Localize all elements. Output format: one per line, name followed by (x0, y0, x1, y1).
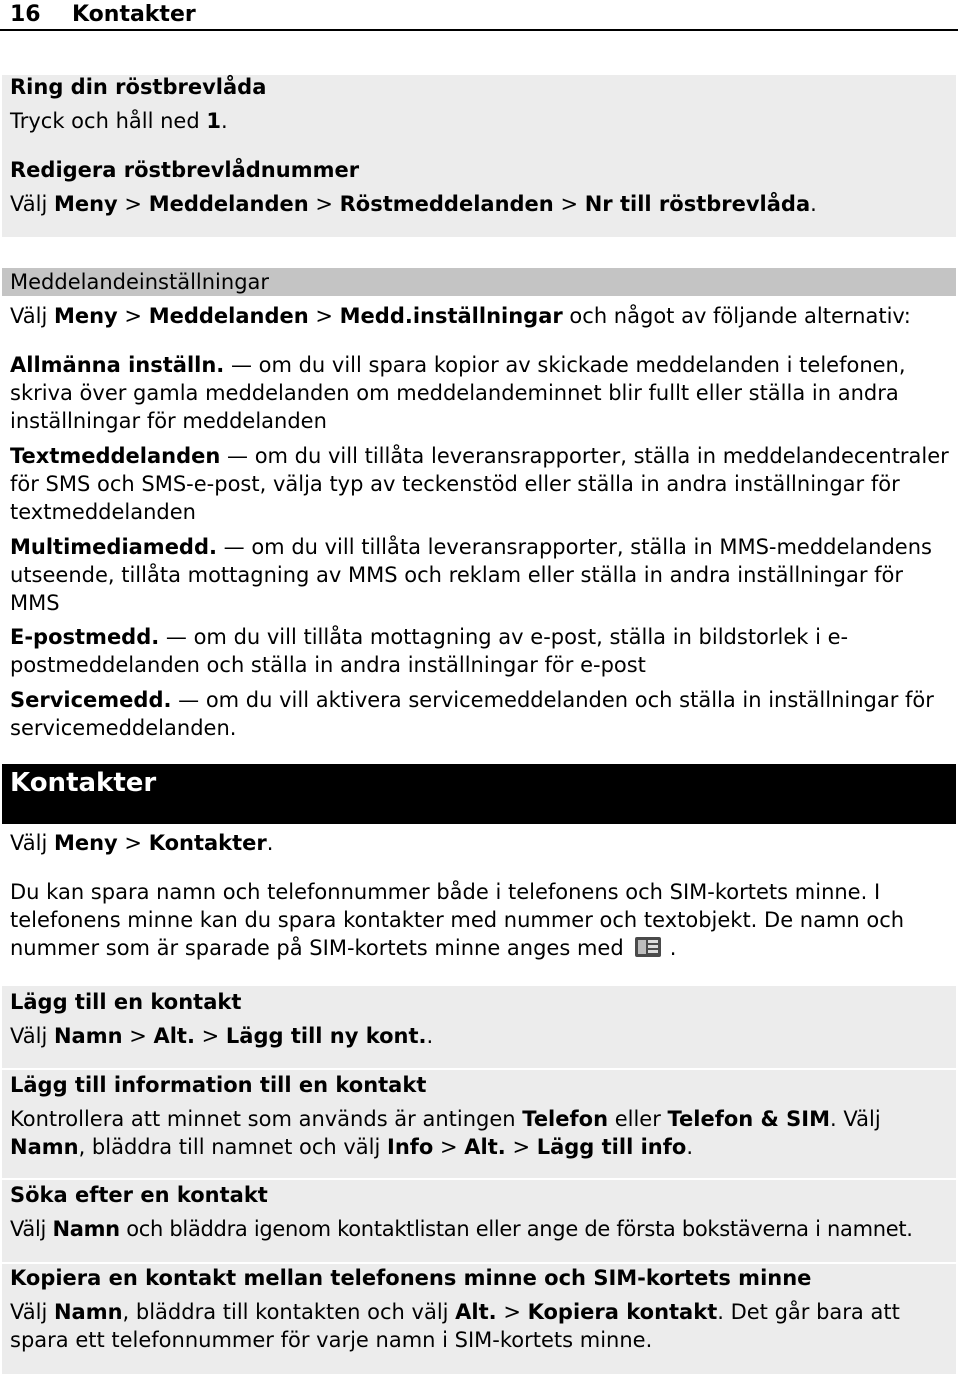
option-general: Allmänna inställn. — om du vill spara kopior av skickade meddelanden i telefonen, skriva över gamla meddelanden om meddelandeminnet blir fullt eller ställa in andra inställningar för meddelanden (10, 353, 906, 433)
option-email: E-postmedd. — om du vill tillåta mottagning av e-post, ställa in bildstorlek i e-postmeddelanden och ställa in andra inställningar för e-post (10, 625, 849, 677)
page-header-title: Kontakter (72, 2, 196, 27)
search-contact-text: Välj Namn och bläddra igenom kontaktlistan eller ange de första bokstäverna i namnet. (10, 1217, 913, 1241)
contacts-intro: Du kan spara namn och telefonnummer både i telefonens och SIM-kortets minne. I telefonens minne kan du spara kontakter med nummer och textobjekt. De namn och nummer som är sparade på SIM-kortets minne anges med . (10, 880, 905, 960)
message-settings-path: Välj Meny > Meddelanden > Medd.inställningar och något av följande alternativ: (10, 304, 911, 328)
add-info-text: Kontrollera att minnet som används är antingen Telefon eller Telefon & SIM. Välj Namn, bläddra till namnet och välj Info > Alt. > Lägg till info. (10, 1107, 881, 1159)
call-voicemail-instruction: Tryck och håll ned 1. (10, 109, 228, 133)
add-info-heading: Lägg till information till en kontakt (10, 1073, 427, 1097)
option-multimedia: Multimediamedd. — om du vill tillåta leveransrapporter, ställa in MMS-meddelandens utseende, tillåta mottagning av MMS och reklam eller ställa in andra inställningar för MMS (10, 535, 932, 615)
option-service: Servicemedd. — om du vill aktivera servicemeddelanden och ställa in inställningar för servicemeddelanden. (10, 688, 934, 740)
call-voicemail-heading: Ring din röstbrevlåda (10, 75, 267, 99)
add-contact-path: Välj Namn > Alt. > Lägg till ny kont.. (10, 1024, 434, 1048)
add-contact-heading: Lägg till en kontakt (10, 990, 242, 1014)
contacts-section-title: Kontakter (10, 768, 157, 798)
page-number: 16 (10, 2, 41, 27)
search-contact-heading: Söka efter en kontakt (10, 1183, 268, 1207)
contacts-section-bar (2, 764, 956, 824)
contacts-path: Välj Meny > Kontakter. (10, 831, 274, 855)
copy-contact-heading: Kopiera en kontakt mellan telefonens minne och SIM-kortets minne (10, 1266, 812, 1290)
edit-voicemail-path: Välj Meny > Meddelanden > Röstmeddelanden > Nr till röstbrevlåda. (10, 192, 817, 216)
page-header (0, 0, 958, 31)
message-settings-heading: Meddelandeinställningar (10, 270, 270, 294)
edit-voicemail-heading: Redigera röstbrevlådnummer (10, 158, 360, 182)
copy-contact-text: Välj Namn, bläddra till kontakten och välj Alt. > Kopiera kontakt. Det går bara att spara ett telefonnummer för varje namn i SIM-kortets minne. (10, 1300, 900, 1352)
option-text-messages: Textmeddelanden — om du vill tillåta leveransrapporter, ställa in meddelandecentraler för SMS och SMS-e-post, välja typ av teckenstöd eller ställa in andra inställningar för textmeddelanden (10, 444, 949, 524)
sim-card-icon (634, 936, 662, 958)
